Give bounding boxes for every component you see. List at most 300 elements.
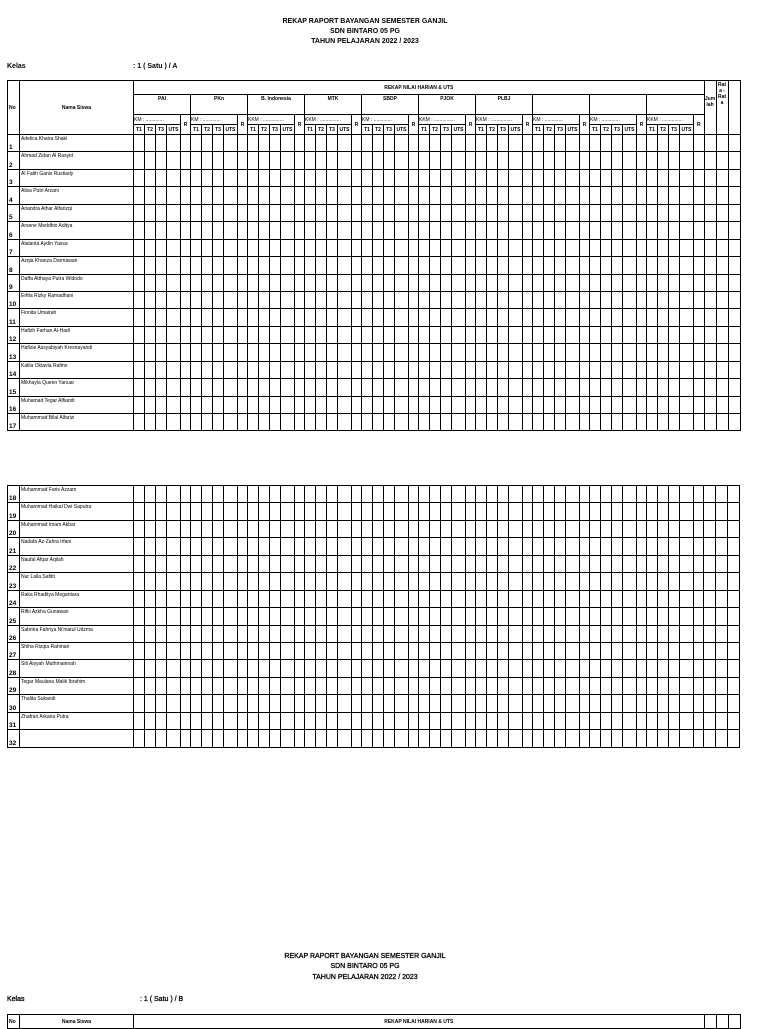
score-cell[interactable]	[395, 344, 409, 361]
score-cell[interactable]	[305, 677, 316, 694]
score-cell[interactable]	[452, 344, 466, 361]
score-cell[interactable]	[704, 590, 716, 607]
score-cell[interactable]	[270, 169, 281, 186]
score-cell[interactable]	[647, 608, 658, 625]
score-cell[interactable]	[213, 642, 224, 659]
score-cell[interactable]	[728, 309, 740, 326]
score-cell[interactable]	[441, 222, 452, 239]
score-cell[interactable]	[601, 625, 612, 642]
score-cell[interactable]	[590, 152, 601, 169]
score-cell[interactable]	[191, 555, 202, 572]
score-cell[interactable]	[533, 135, 544, 152]
score-cell[interactable]	[295, 695, 305, 712]
kkm-field[interactable]: KM : .............	[362, 115, 409, 125]
score-cell[interactable]	[658, 169, 669, 186]
score-cell[interactable]	[213, 625, 224, 642]
score-cell[interactable]	[224, 414, 238, 431]
score-cell[interactable]	[612, 379, 623, 396]
score-cell[interactable]	[704, 379, 716, 396]
score-cell[interactable]	[466, 730, 476, 747]
score-cell[interactable]	[544, 590, 555, 607]
score-cell[interactable]	[338, 222, 352, 239]
score-cell[interactable]	[156, 152, 167, 169]
score-cell[interactable]	[259, 396, 270, 413]
score-cell[interactable]	[544, 730, 555, 747]
score-cell[interactable]	[623, 677, 637, 694]
score-cell[interactable]	[409, 257, 419, 274]
score-cell[interactable]	[167, 660, 181, 677]
score-cell[interactable]	[544, 135, 555, 152]
score-cell[interactable]	[352, 169, 362, 186]
score-cell[interactable]	[533, 695, 544, 712]
score-cell[interactable]	[612, 486, 623, 503]
score-cell[interactable]	[295, 590, 305, 607]
score-cell[interactable]	[338, 520, 352, 537]
score-cell[interactable]	[248, 291, 259, 308]
score-cell[interactable]	[430, 274, 441, 291]
score-cell[interactable]	[327, 730, 338, 747]
score-cell[interactable]	[566, 642, 580, 659]
score-cell[interactable]	[373, 222, 384, 239]
score-cell[interactable]	[338, 503, 352, 520]
score-cell[interactable]	[487, 660, 498, 677]
score-cell[interactable]	[580, 204, 590, 221]
score-cell[interactable]	[352, 187, 362, 204]
score-cell[interactable]	[373, 590, 384, 607]
score-cell[interactable]	[270, 520, 281, 537]
score-cell[interactable]	[295, 361, 305, 378]
score-cell[interactable]	[704, 642, 716, 659]
score-cell[interactable]	[728, 712, 740, 729]
score-cell[interactable]	[580, 695, 590, 712]
score-cell[interactable]	[509, 414, 523, 431]
score-cell[interactable]	[637, 204, 647, 221]
score-cell[interactable]	[248, 169, 259, 186]
score-cell[interactable]	[134, 187, 145, 204]
score-cell[interactable]	[327, 379, 338, 396]
score-cell[interactable]	[295, 379, 305, 396]
score-cell[interactable]	[544, 414, 555, 431]
score-cell[interactable]	[384, 555, 395, 572]
score-cell[interactable]	[362, 187, 373, 204]
score-cell[interactable]	[248, 309, 259, 326]
score-cell[interactable]	[580, 538, 590, 555]
score-cell[interactable]	[327, 187, 338, 204]
score-cell[interactable]	[281, 361, 295, 378]
score-cell[interactable]	[270, 326, 281, 343]
score-cell[interactable]	[637, 538, 647, 555]
score-cell[interactable]	[270, 503, 281, 520]
score-cell[interactable]	[338, 538, 352, 555]
score-cell[interactable]	[259, 152, 270, 169]
score-cell[interactable]	[544, 152, 555, 169]
score-cell[interactable]	[498, 222, 509, 239]
score-cell[interactable]	[167, 677, 181, 694]
score-cell[interactable]	[590, 361, 601, 378]
score-cell[interactable]	[373, 608, 384, 625]
score-cell[interactable]	[623, 152, 637, 169]
score-cell[interactable]	[694, 486, 704, 503]
score-cell[interactable]	[224, 291, 238, 308]
score-cell[interactable]	[612, 625, 623, 642]
score-cell[interactable]	[270, 239, 281, 256]
score-cell[interactable]	[202, 379, 213, 396]
score-cell[interactable]	[476, 361, 487, 378]
score-cell[interactable]	[316, 169, 327, 186]
score-cell[interactable]	[498, 257, 509, 274]
score-cell[interactable]	[167, 538, 181, 555]
score-cell[interactable]	[409, 379, 419, 396]
score-cell[interactable]	[452, 187, 466, 204]
score-cell[interactable]	[145, 538, 156, 555]
score-cell[interactable]	[441, 344, 452, 361]
score-cell[interactable]	[259, 712, 270, 729]
score-cell[interactable]	[295, 677, 305, 694]
score-cell[interactable]	[704, 344, 716, 361]
score-cell[interactable]	[544, 503, 555, 520]
score-cell[interactable]	[430, 695, 441, 712]
score-cell[interactable]	[658, 695, 669, 712]
score-cell[interactable]	[601, 274, 612, 291]
score-cell[interactable]	[716, 274, 728, 291]
score-cell[interactable]	[669, 712, 680, 729]
score-cell[interactable]	[145, 712, 156, 729]
score-cell[interactable]	[623, 396, 637, 413]
score-cell[interactable]	[601, 712, 612, 729]
score-cell[interactable]	[352, 379, 362, 396]
score-cell[interactable]	[316, 204, 327, 221]
score-cell[interactable]	[580, 135, 590, 152]
score-cell[interactable]	[409, 309, 419, 326]
score-cell[interactable]	[409, 555, 419, 572]
score-cell[interactable]	[167, 520, 181, 537]
score-cell[interactable]	[669, 204, 680, 221]
score-cell[interactable]	[281, 344, 295, 361]
score-cell[interactable]	[555, 608, 566, 625]
score-cell[interactable]	[680, 204, 694, 221]
score-cell[interactable]	[658, 608, 669, 625]
score-cell[interactable]	[270, 204, 281, 221]
score-cell[interactable]	[487, 573, 498, 590]
score-cell[interactable]	[259, 555, 270, 572]
score-cell[interactable]	[623, 503, 637, 520]
score-cell[interactable]	[305, 538, 316, 555]
score-cell[interactable]	[509, 730, 523, 747]
score-cell[interactable]	[728, 396, 740, 413]
score-cell[interactable]	[441, 291, 452, 308]
score-cell[interactable]	[716, 222, 728, 239]
score-cell[interactable]	[658, 291, 669, 308]
score-cell[interactable]	[409, 222, 419, 239]
score-cell[interactable]	[134, 503, 145, 520]
score-cell[interactable]	[295, 344, 305, 361]
score-cell[interactable]	[238, 677, 248, 694]
score-cell[interactable]	[238, 486, 248, 503]
score-cell[interactable]	[669, 555, 680, 572]
score-cell[interactable]	[430, 590, 441, 607]
score-cell[interactable]	[248, 608, 259, 625]
score-cell[interactable]	[167, 152, 181, 169]
score-cell[interactable]	[647, 239, 658, 256]
score-cell[interactable]	[259, 730, 270, 747]
score-cell[interactable]	[305, 608, 316, 625]
score-cell[interactable]	[476, 291, 487, 308]
score-cell[interactable]	[623, 486, 637, 503]
score-cell[interactable]	[259, 344, 270, 361]
score-cell[interactable]	[238, 503, 248, 520]
score-cell[interactable]	[352, 590, 362, 607]
score-cell[interactable]	[248, 187, 259, 204]
score-cell[interactable]	[224, 135, 238, 152]
score-cell[interactable]	[295, 152, 305, 169]
score-cell[interactable]	[224, 361, 238, 378]
score-cell[interactable]	[362, 538, 373, 555]
score-cell[interactable]	[566, 660, 580, 677]
score-cell[interactable]	[305, 695, 316, 712]
score-cell[interactable]	[441, 135, 452, 152]
score-cell[interactable]	[224, 486, 238, 503]
score-cell[interactable]	[694, 555, 704, 572]
score-cell[interactable]	[134, 291, 145, 308]
score-cell[interactable]	[202, 274, 213, 291]
score-cell[interactable]	[270, 274, 281, 291]
score-cell[interactable]	[419, 326, 430, 343]
score-cell[interactable]	[612, 712, 623, 729]
score-cell[interactable]	[523, 625, 533, 642]
score-cell[interactable]	[452, 712, 466, 729]
score-cell[interactable]	[305, 152, 316, 169]
score-cell[interactable]	[728, 379, 740, 396]
score-cell[interactable]	[466, 625, 476, 642]
score-cell[interactable]	[384, 396, 395, 413]
score-cell[interactable]	[728, 169, 740, 186]
kkm-field[interactable]: KKM : ...............	[248, 115, 295, 125]
score-cell[interactable]	[167, 187, 181, 204]
score-cell[interactable]	[430, 152, 441, 169]
score-cell[interactable]	[580, 625, 590, 642]
score-cell[interactable]	[305, 712, 316, 729]
score-cell[interactable]	[181, 257, 191, 274]
score-cell[interactable]	[580, 222, 590, 239]
score-cell[interactable]	[716, 486, 728, 503]
score-cell[interactable]	[327, 573, 338, 590]
score-cell[interactable]	[623, 538, 637, 555]
score-cell[interactable]	[134, 730, 145, 747]
score-cell[interactable]	[327, 152, 338, 169]
score-cell[interactable]	[191, 135, 202, 152]
score-cell[interactable]	[704, 152, 716, 169]
score-cell[interactable]	[327, 503, 338, 520]
score-cell[interactable]	[145, 625, 156, 642]
score-cell[interactable]	[327, 326, 338, 343]
score-cell[interactable]	[224, 712, 238, 729]
score-cell[interactable]	[716, 187, 728, 204]
score-cell[interactable]	[680, 660, 694, 677]
score-cell[interactable]	[316, 396, 327, 413]
score-cell[interactable]	[441, 274, 452, 291]
score-cell[interactable]	[669, 503, 680, 520]
score-cell[interactable]	[384, 712, 395, 729]
score-cell[interactable]	[555, 712, 566, 729]
score-cell[interactable]	[145, 590, 156, 607]
score-cell[interactable]	[509, 503, 523, 520]
score-cell[interactable]	[694, 135, 705, 152]
score-cell[interactable]	[191, 695, 202, 712]
score-cell[interactable]	[167, 486, 181, 503]
score-cell[interactable]	[181, 309, 191, 326]
score-cell[interactable]	[580, 326, 590, 343]
score-cell[interactable]	[566, 169, 580, 186]
score-cell[interactable]	[601, 135, 612, 152]
score-cell[interactable]	[352, 239, 362, 256]
score-cell[interactable]	[167, 642, 181, 659]
score-cell[interactable]	[498, 344, 509, 361]
score-cell[interactable]	[544, 204, 555, 221]
score-cell[interactable]	[669, 642, 680, 659]
score-cell[interactable]	[419, 152, 430, 169]
score-cell[interactable]	[704, 169, 716, 186]
score-cell[interactable]	[281, 730, 295, 747]
score-cell[interactable]	[728, 660, 740, 677]
score-cell[interactable]	[316, 625, 327, 642]
score-cell[interactable]	[533, 730, 544, 747]
score-cell[interactable]	[248, 152, 259, 169]
score-cell[interactable]	[647, 660, 658, 677]
score-cell[interactable]	[395, 503, 409, 520]
score-cell[interactable]	[612, 361, 623, 378]
score-cell[interactable]	[430, 169, 441, 186]
score-cell[interactable]	[419, 590, 430, 607]
score-cell[interactable]	[156, 503, 167, 520]
score-cell[interactable]	[181, 677, 191, 694]
score-cell[interactable]	[305, 239, 316, 256]
score-cell[interactable]	[362, 344, 373, 361]
score-cell[interactable]	[134, 396, 145, 413]
score-cell[interactable]	[590, 379, 601, 396]
score-cell[interactable]	[305, 486, 316, 503]
score-cell[interactable]	[716, 396, 728, 413]
score-cell[interactable]	[224, 309, 238, 326]
score-cell[interactable]	[295, 486, 305, 503]
score-cell[interactable]	[295, 642, 305, 659]
score-cell[interactable]	[658, 326, 669, 343]
score-cell[interactable]	[395, 712, 409, 729]
score-cell[interactable]	[352, 677, 362, 694]
score-cell[interactable]	[238, 414, 248, 431]
score-cell[interactable]	[601, 677, 612, 694]
score-cell[interactable]	[590, 608, 601, 625]
score-cell[interactable]	[373, 486, 384, 503]
score-cell[interactable]	[466, 538, 476, 555]
score-cell[interactable]	[716, 169, 728, 186]
score-cell[interactable]	[544, 239, 555, 256]
score-cell[interactable]	[523, 204, 533, 221]
score-cell[interactable]	[213, 309, 224, 326]
score-cell[interactable]	[395, 642, 409, 659]
score-cell[interactable]	[362, 695, 373, 712]
score-cell[interactable]	[270, 625, 281, 642]
score-cell[interactable]	[728, 695, 740, 712]
score-cell[interactable]	[623, 204, 637, 221]
score-cell[interactable]	[647, 396, 658, 413]
score-cell[interactable]	[555, 344, 566, 361]
score-cell[interactable]	[566, 608, 580, 625]
score-cell[interactable]	[466, 152, 476, 169]
score-cell[interactable]	[145, 396, 156, 413]
score-cell[interactable]	[487, 222, 498, 239]
score-cell[interactable]	[395, 222, 409, 239]
score-cell[interactable]	[647, 520, 658, 537]
score-cell[interactable]	[555, 590, 566, 607]
score-cell[interactable]	[637, 695, 647, 712]
score-cell[interactable]	[498, 152, 509, 169]
score-cell[interactable]	[623, 712, 637, 729]
score-cell[interactable]	[533, 625, 544, 642]
score-cell[interactable]	[281, 573, 295, 590]
score-cell[interactable]	[181, 573, 191, 590]
score-cell[interactable]	[555, 396, 566, 413]
score-cell[interactable]	[238, 135, 248, 152]
score-cell[interactable]	[156, 625, 167, 642]
score-cell[interactable]	[248, 730, 259, 747]
score-cell[interactable]	[452, 608, 466, 625]
score-cell[interactable]	[509, 379, 523, 396]
score-cell[interactable]	[441, 503, 452, 520]
kkm-field[interactable]: KM : .............	[590, 115, 637, 125]
score-cell[interactable]	[362, 222, 373, 239]
score-cell[interactable]	[409, 642, 419, 659]
score-cell[interactable]	[533, 344, 544, 361]
score-cell[interactable]	[647, 414, 658, 431]
score-cell[interactable]	[580, 730, 590, 747]
score-cell[interactable]	[134, 152, 145, 169]
score-cell[interactable]	[704, 187, 716, 204]
score-cell[interactable]	[637, 660, 647, 677]
score-cell[interactable]	[580, 396, 590, 413]
score-cell[interactable]	[373, 625, 384, 642]
score-cell[interactable]	[362, 152, 373, 169]
score-cell[interactable]	[509, 274, 523, 291]
score-cell[interactable]	[384, 274, 395, 291]
score-cell[interactable]	[327, 608, 338, 625]
score-cell[interactable]	[523, 538, 533, 555]
score-cell[interactable]	[441, 257, 452, 274]
score-cell[interactable]	[134, 361, 145, 378]
score-cell[interactable]	[362, 291, 373, 308]
score-cell[interactable]	[566, 274, 580, 291]
score-cell[interactable]	[452, 257, 466, 274]
score-cell[interactable]	[145, 361, 156, 378]
score-cell[interactable]	[523, 486, 533, 503]
score-cell[interactable]	[555, 204, 566, 221]
score-cell[interactable]	[134, 573, 145, 590]
score-cell[interactable]	[658, 677, 669, 694]
score-cell[interactable]	[509, 135, 523, 152]
score-cell[interactable]	[270, 257, 281, 274]
score-cell[interactable]	[694, 239, 705, 256]
score-cell[interactable]	[452, 503, 466, 520]
score-cell[interactable]	[694, 730, 704, 747]
score-cell[interactable]	[637, 257, 647, 274]
score-cell[interactable]	[441, 590, 452, 607]
score-cell[interactable]	[533, 187, 544, 204]
score-cell[interactable]	[134, 414, 145, 431]
score-cell[interactable]	[362, 573, 373, 590]
score-cell[interactable]	[680, 152, 694, 169]
score-cell[interactable]	[509, 169, 523, 186]
score-cell[interactable]	[466, 135, 476, 152]
score-cell[interactable]	[601, 520, 612, 537]
